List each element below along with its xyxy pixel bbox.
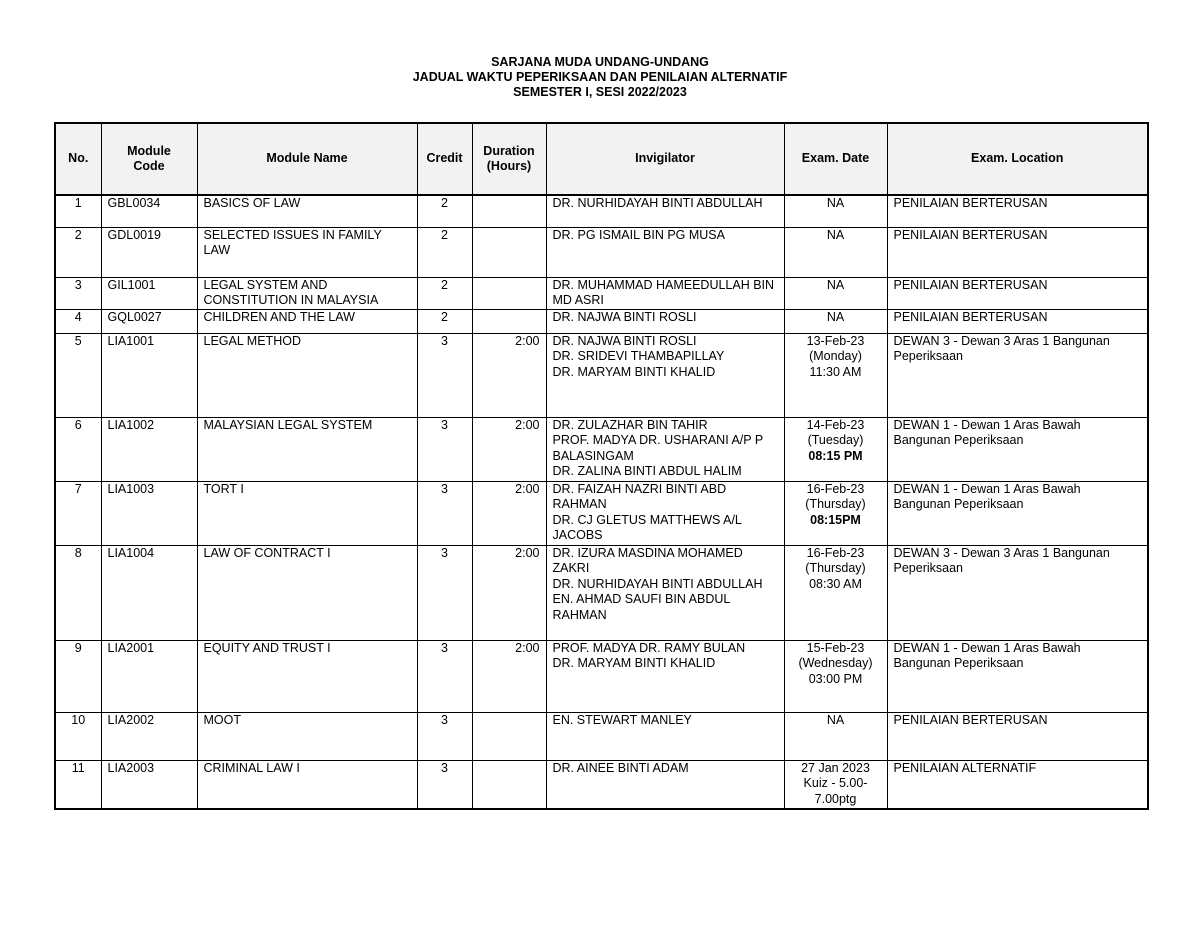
module-name: LEGAL SYSTEM AND CONSTITUTION IN MALAYSIA [197, 277, 417, 309]
exam-date-line: 11:30 AM [809, 364, 862, 379]
module-name: LEGAL METHOD [197, 333, 417, 417]
exam-date [784, 545, 887, 640]
row-number: 1 [55, 195, 101, 227]
table-row [55, 640, 1148, 712]
invigilator [546, 760, 784, 809]
col-header-duration: Duration (Hours) [472, 123, 546, 195]
invigilator-name: DR. NURHIDAYAH BINTI ABDULLAH [552, 196, 763, 210]
module-name: LAW OF CONTRACT I [197, 545, 417, 640]
invigilator-name: DR. MARYAM BINTI KHALID [552, 364, 716, 379]
module-code: LIA2003 [101, 760, 197, 809]
invigilator [546, 333, 784, 417]
exam-location: PENILAIAN BERTERUSAN [887, 277, 1148, 309]
module-name: MALAYSIAN LEGAL SYSTEM [197, 417, 417, 481]
table-row [55, 712, 1148, 760]
row-number: 8 [55, 545, 101, 640]
header-row [55, 123, 1148, 195]
module-code: LIA1001 [101, 333, 197, 417]
title-line-3: SEMESTER I, SESI 2022/2023 [513, 85, 687, 99]
module-code: LIA1003 [101, 481, 197, 545]
exam-date [784, 277, 887, 309]
exam-date-line: 14-Feb-23 [806, 417, 865, 432]
row-number: 2 [55, 227, 101, 277]
exam-date [784, 417, 887, 481]
duration [472, 195, 546, 227]
credit: 3 [417, 640, 472, 712]
invigilator-name: DR. ZALINA BINTI ABDUL HALIM [552, 464, 742, 478]
exam-date [784, 195, 887, 227]
exam-date-line: 7.00ptg [814, 791, 857, 806]
exam-date-line: 16-Feb-23 [806, 545, 865, 560]
invigilator-name: DR. NAJWA BINTI ROSLI [552, 333, 697, 348]
module-code: GDL0019 [101, 227, 197, 277]
module-code: GBL0034 [101, 195, 197, 227]
invigilator-name: DR. IZURA MASDINA MOHAMED ZAKRI [552, 545, 743, 575]
col-header-credit: Credit [417, 123, 472, 195]
invigilator-name: EN. AHMAD SAUFI BIN ABDUL RAHMAN [552, 592, 730, 622]
module-name: EQUITY AND TRUST I [197, 640, 417, 712]
credit: 3 [417, 760, 472, 809]
invigilator [546, 545, 784, 640]
invigilator-name: DR. AINEE BINTI ADAM [552, 760, 689, 775]
invigilator [546, 309, 784, 333]
exam-date [784, 333, 887, 417]
invigilator [546, 481, 784, 545]
row-number: 11 [55, 760, 101, 809]
module-code: GIL1001 [101, 277, 197, 309]
exam-location: DEWAN 3 - Dewan 3 Aras 1 Bangunan Peperiksaan [887, 545, 1148, 640]
exam-date [784, 227, 887, 277]
row-number: 5 [55, 333, 101, 417]
module-code: LIA1002 [101, 417, 197, 481]
exam-location: DEWAN 1 - Dewan 1 Aras Bawah Bangunan Peperiksaan [887, 481, 1148, 545]
module-name: MOOT [197, 712, 417, 760]
exam-location: PENILAIAN BERTERUSAN [887, 309, 1148, 333]
col-header-invigilator: Invigilator [546, 123, 784, 195]
exam-timetable [54, 122, 1149, 810]
module-name: TORT I [197, 481, 417, 545]
invigilator-name: DR. MUHAMMAD HAMEEDULLAH BIN MD ASRI [552, 277, 775, 307]
row-number: 7 [55, 481, 101, 545]
exam-location: DEWAN 3 - Dewan 3 Aras 1 Bangunan Peperiksaan [887, 333, 1148, 417]
row-number: 4 [55, 309, 101, 333]
table-row [55, 481, 1148, 545]
exam-date-line: 15-Feb-23 [806, 640, 865, 655]
module-code: LIA1004 [101, 545, 197, 640]
exam-date [784, 640, 887, 712]
credit: 3 [417, 545, 472, 640]
module-name: BASICS OF LAW [197, 195, 417, 227]
exam-date-line: 03:00 PM [808, 671, 863, 686]
exam-date-line: Kuiz - 5.00- [803, 776, 868, 790]
duration [472, 277, 546, 309]
exam-date-line: (Thursday) [805, 497, 866, 511]
credit: 3 [417, 481, 472, 545]
credit: 3 [417, 417, 472, 481]
table-row [55, 417, 1148, 481]
table-row [55, 309, 1148, 333]
col-header-no: No. [55, 123, 101, 195]
module-name: CRIMINAL LAW I [197, 760, 417, 809]
duration: 2:00 [472, 417, 546, 481]
credit: 2 [417, 227, 472, 277]
exam-date [784, 481, 887, 545]
invigilator-name: DR. PG ISMAIL BIN PG MUSA [552, 227, 725, 242]
exam-date-line: (Monday) [809, 349, 862, 363]
invigilator [546, 227, 784, 277]
table-row [55, 760, 1148, 809]
invigilator-name: DR. CJ GLETUS MATTHEWS A/L JACOBS [552, 512, 742, 542]
invigilator-name: DR. NAJWA BINTI ROSLI [552, 309, 697, 324]
exam-time-bold: 08:15 PM [808, 448, 863, 463]
table-row [55, 195, 1148, 227]
invigilator [546, 417, 784, 481]
table-row [55, 227, 1148, 277]
exam-date-line: 13-Feb-23 [806, 333, 865, 348]
credit: 2 [417, 309, 472, 333]
row-number: 6 [55, 417, 101, 481]
exam-date [784, 712, 887, 760]
exam-time-bold: 08:15PM [810, 512, 861, 527]
invigilator [546, 712, 784, 760]
invigilator-name: EN. STEWART MANLEY [552, 712, 692, 727]
credit: 3 [417, 712, 472, 760]
exam-date-line: 16-Feb-23 [806, 481, 865, 496]
module-code: LIA2001 [101, 640, 197, 712]
exam-date-line: NA [826, 196, 845, 210]
duration [472, 760, 546, 809]
duration [472, 309, 546, 333]
module-code: LIA2002 [101, 712, 197, 760]
table-row [55, 333, 1148, 417]
duration: 2:00 [472, 481, 546, 545]
invigilator [546, 640, 784, 712]
exam-location: DEWAN 1 - Dewan 1 Aras Bawah Bangunan Peperiksaan [887, 417, 1148, 481]
duration [472, 712, 546, 760]
invigilator-name: PROF. MADYA DR. USHARANI A/P P BALASINGAM [552, 433, 763, 463]
table-row [55, 545, 1148, 640]
row-number: 3 [55, 277, 101, 309]
exam-location: PENILAIAN BERTERUSAN [887, 195, 1148, 227]
title-line-2: JADUAL WAKTU PEPERIKSAAN DAN PENILAIAN ALTERNATIF [412, 70, 788, 84]
exam-date-line: (Wednesday) [798, 656, 873, 670]
exam-date [784, 309, 887, 333]
row-number: 10 [55, 712, 101, 760]
col-header-exam-date: Exam. Date [784, 123, 887, 195]
exam-date-line: NA [826, 277, 845, 292]
invigilator-name: DR. MARYAM BINTI KHALID [552, 656, 716, 670]
exam-date-line: 08:30 AM [809, 576, 862, 591]
module-name: SELECTED ISSUES IN FAMILY LAW [197, 227, 417, 277]
exam-date-line: (Tuesday) [807, 433, 864, 447]
document-title [0, 55, 1200, 100]
exam-date-line: NA [826, 309, 845, 324]
exam-location: DEWAN 1 - Dewan 1 Aras Bawah Bangunan Peperiksaan [887, 640, 1148, 712]
exam-date [784, 760, 887, 809]
module-code: GQL0027 [101, 309, 197, 333]
row-number: 9 [55, 640, 101, 712]
exam-date-line: 27 Jan 2023 [801, 760, 870, 775]
exam-date-line: NA [826, 712, 845, 727]
col-header-module-name: Module Name [197, 123, 417, 195]
duration [472, 227, 546, 277]
exam-location: PENILAIAN ALTERNATIF [887, 760, 1148, 809]
table-row [55, 277, 1148, 309]
duration: 2:00 [472, 545, 546, 640]
exam-date-line: NA [826, 227, 845, 242]
exam-date-line: (Thursday) [805, 561, 866, 575]
credit: 2 [417, 277, 472, 309]
invigilator [546, 195, 784, 227]
invigilator-name: PROF. MADYA DR. RAMY BULAN [552, 640, 746, 655]
col-header-exam-location: Exam. Location [887, 123, 1148, 195]
invigilator-name: DR. FAIZAH NAZRI BINTI ABD RAHMAN [552, 481, 727, 511]
exam-location: PENILAIAN BERTERUSAN [887, 227, 1148, 277]
credit: 3 [417, 333, 472, 417]
exam-location: PENILAIAN BERTERUSAN [887, 712, 1148, 760]
credit: 2 [417, 195, 472, 227]
invigilator-name: DR. SRIDEVI THAMBAPILLAY [552, 349, 725, 363]
col-header-module-code: Module Code [101, 123, 197, 195]
invigilator [546, 277, 784, 309]
invigilator-name: DR. ZULAZHAR BIN TAHIR [552, 417, 708, 432]
invigilator-name: DR. NURHIDAYAH BINTI ABDULLAH [552, 576, 763, 591]
title-line-1: SARJANA MUDA UNDANG-UNDANG [491, 55, 709, 69]
duration: 2:00 [472, 640, 546, 712]
duration: 2:00 [472, 333, 546, 417]
module-name: CHILDREN AND THE LAW [197, 309, 417, 333]
